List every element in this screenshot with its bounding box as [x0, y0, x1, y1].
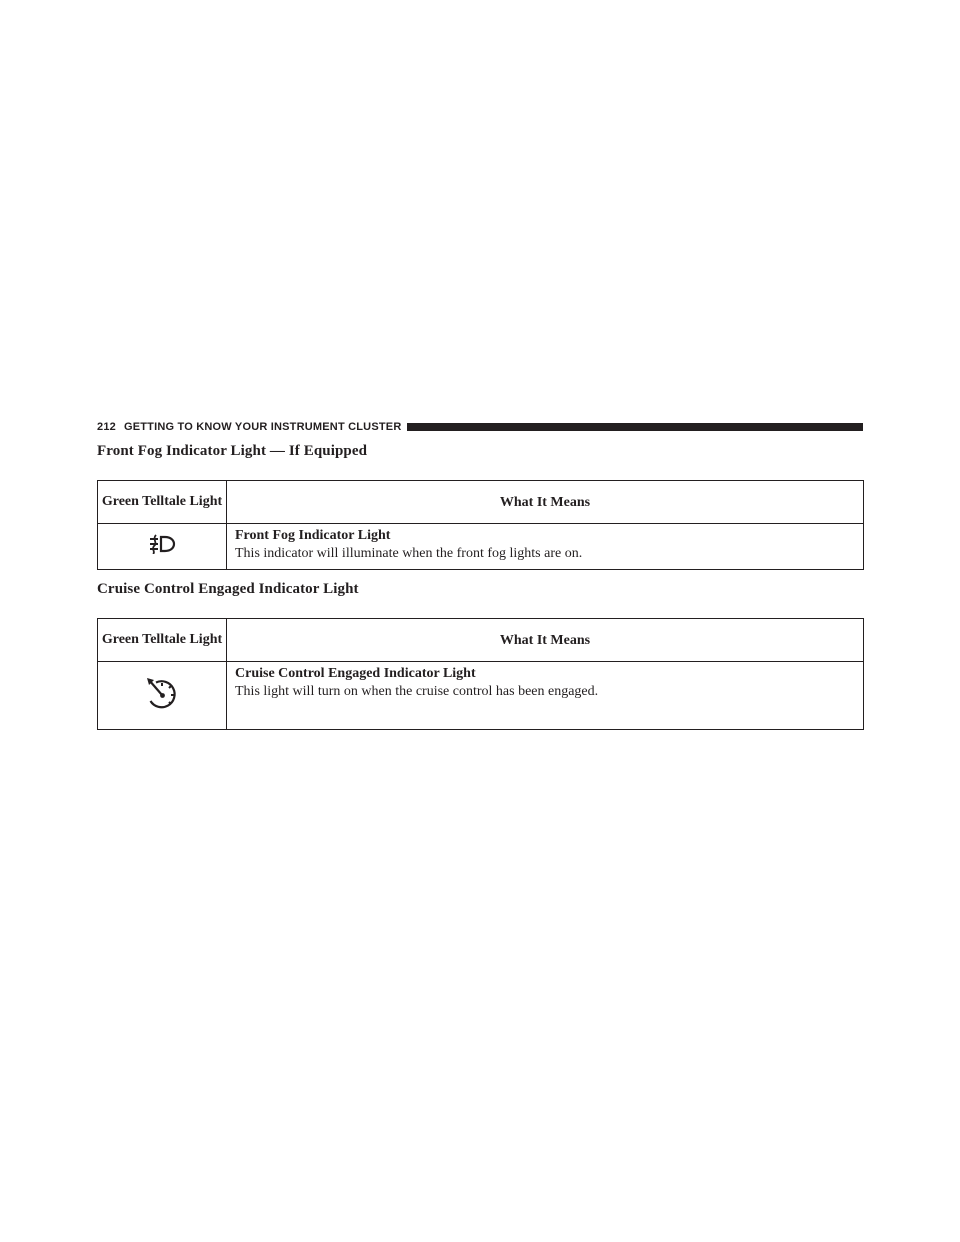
- column-header-meaning: What It Means: [227, 481, 864, 524]
- icon-cell: [98, 662, 227, 730]
- description-cell: [227, 662, 864, 730]
- table-header-row: [98, 619, 864, 662]
- telltale-table-cruise-control: [97, 618, 864, 730]
- section-title-front-fog: Front Fog Indicator Light — If Equipped: [97, 443, 368, 459]
- entry-title: Cruise Control Engaged Indicator Light: [235, 666, 476, 681]
- column-header-telltale: Green Telltale Light: [98, 481, 227, 524]
- description-cell: [227, 524, 864, 570]
- entry-text: This indicator will illuminate when the front fog lights are on.: [235, 546, 583, 561]
- icon-cell: [98, 524, 227, 570]
- cruise-control-icon: [145, 676, 179, 715]
- header-rule: [407, 423, 863, 431]
- column-header-meaning: What It Means: [227, 619, 864, 662]
- telltale-table-front-fog: [97, 480, 864, 570]
- table-row: [98, 662, 864, 730]
- page-number: 212: [97, 421, 116, 433]
- entry-text: This light will turn on when the cruise control has been engaged.: [235, 684, 599, 699]
- table-header-row: [98, 481, 864, 524]
- section-title-cruise-control: Cruise Control Engaged Indicator Light: [97, 581, 359, 597]
- entry-title: Front Fog Indicator Light: [235, 528, 391, 543]
- front-fog-light-icon: [148, 534, 176, 559]
- chapter-title: GETTING TO KNOW YOUR INSTRUMENT CLUSTER: [123, 421, 402, 433]
- column-header-telltale: Green Telltale Light: [98, 619, 227, 662]
- table-row: [98, 524, 864, 570]
- page-header: [97, 418, 863, 436]
